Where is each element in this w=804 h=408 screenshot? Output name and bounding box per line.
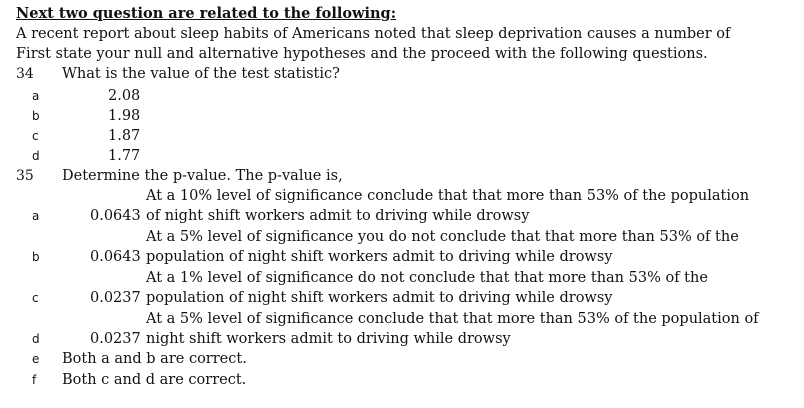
q35-option-b-pvalue: 0.0643 (90, 249, 141, 265)
q35-option-a-line-2: of night shift workers admit to driving while drowsy (146, 208, 530, 224)
question-35-number: 35 (16, 168, 34, 184)
intro-text-line-1: A recent report about sleep habits of Americans noted that sleep deprivation causes a number of (16, 26, 731, 42)
question-34-prompt: What is the value of the test statistic? (62, 66, 340, 82)
intro-text-line-2: First state your null and alternative hypotheses and the proceed with the following questions. (16, 46, 708, 62)
q35-option-a-line-1: At a 10% level of significance conclude that that more than 53% of the population (146, 188, 750, 204)
q35-option-c-pvalue: 0.0237 (90, 290, 141, 306)
q35-option-b-line-1: At a 5% level of significance you do not conclude that that more than 53% of the (146, 229, 739, 245)
q35-option-c-line-2: population of night shift workers admit to driving while drowsy (146, 290, 613, 306)
q35-option-d-pvalue: 0.0237 (90, 331, 141, 347)
q34-option-b-text: 1.98 (108, 108, 141, 124)
q35-option-c-letter: c (32, 291, 39, 305)
q34-option-d-letter: d (32, 149, 40, 163)
q35-option-c-line-1: At a 1% level of significance do not conclude that that more than 53% of the (146, 270, 708, 286)
section-heading: Next two question are related to the following: (16, 5, 397, 22)
q35-option-a-pvalue: 0.0643 (90, 208, 141, 224)
q35-option-f-text: Both c and d are correct. (62, 372, 247, 388)
q35-option-b-letter: b (32, 250, 40, 264)
q34-option-b-letter: b (32, 109, 40, 123)
q35-option-e-text: Both a and b are correct. (62, 351, 247, 367)
q35-option-e-letter: e (32, 352, 40, 366)
question-34-number: 34 (16, 66, 34, 82)
top-crop-edge (0, 0, 804, 3)
q35-option-d-letter: d (32, 332, 40, 346)
q35-option-d-line-1: At a 5% level of significance conclude that that more than 53% of the population of (146, 311, 759, 327)
q34-option-a-letter: a (32, 89, 40, 103)
question-35-prompt: Determine the p-value. The p-value is, (62, 168, 343, 184)
q35-option-f-letter: f (32, 373, 37, 387)
q34-option-c-text: 1.87 (108, 128, 141, 144)
q34-option-a-text: 2.08 (108, 88, 141, 104)
q34-option-d-text: 1.77 (108, 148, 141, 164)
q35-option-b-line-2: population of night shift workers admit to driving while drowsy (146, 249, 613, 265)
q35-option-d-line-2: night shift workers admit to driving while drowsy (146, 331, 511, 347)
q35-option-a-letter: a (32, 209, 40, 223)
q34-option-c-letter: c (32, 129, 39, 143)
